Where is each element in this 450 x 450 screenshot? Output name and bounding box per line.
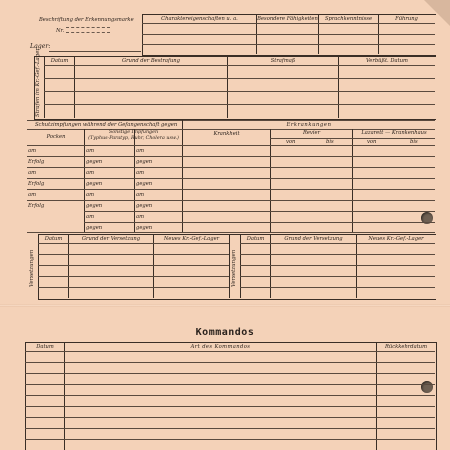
kommandos-col-date: Datum [36,344,54,350]
paper-fold [0,304,450,307]
transfers-side-label-right: Versetzungen [231,249,237,287]
smallpox-row-3: am [28,170,37,176]
col-hospital: Lazarett — Krankenhaus [361,130,427,136]
special-skills-header: Besondere Fähigkeiten [257,16,318,22]
character-traits-header: Charaktereigenschaften u. a. [161,16,238,22]
punishments-side-label: Strafen im Kr.-Gef.-Lager [35,48,41,117]
other-a-row-4: gegen [86,181,103,187]
other-b-row-1: am [136,148,145,154]
col-illness: Krankheit [213,131,240,137]
camp-label: Lager: [30,43,51,50]
smallpox-row-2: Erfolg [28,159,45,165]
transfer-col-reason-left: Grund der Versetzung [81,236,141,242]
hospital-from: von [367,139,377,145]
transfers-side-label-left: Versetzungen [29,249,35,287]
transfer-col-newcamp-left: Neues Kr.-Gef.-Lager [163,236,220,242]
col-reason: Grund der Bestrafung [122,58,180,64]
language-skills-header: Sprachkenntnisse [324,16,373,22]
transfer-col-newcamp-right: Neues Kr.-Gef.-Lager [368,236,424,242]
other-a-row-2: gegen [86,159,103,165]
col-served: Verbüßt. Datum [366,58,408,64]
sickbay-from: von [286,139,296,145]
other-a-row-6: gegen [86,203,103,209]
other-a-row-8: gegen [86,225,103,231]
conduct-header: Führung [395,16,418,22]
smallpox-row-6: Erfolg [28,203,45,209]
smallpox-row-1: am [28,148,37,154]
col-sickbay: Revier [302,130,321,136]
transfer-col-date-left: Datum [44,236,63,242]
other-b-row-5: am [136,192,145,198]
illnesses-title: Erkrankungen [286,122,332,128]
other-b-row-6: gegen [136,203,153,209]
hospital-to: bis [410,139,418,145]
col-penalty: Strafmaß [270,58,296,64]
smallpox-row-5: am [28,192,37,198]
other-b-row-4: gegen [136,181,153,187]
number-label: Nr. [56,28,65,34]
col-date: Datum [50,58,69,64]
other-b-row-7: am [136,214,145,220]
sickbay-to: bis [326,139,334,145]
other-a-row-1: am [86,148,95,154]
vaccinations-title: Schutzimpfungen während der Gefangenschaft gegen [35,122,178,128]
recognition-mark-label: Beschriftung der Erkennungsmarke [39,17,134,23]
other-a-row-3: am [86,170,95,176]
number-field [66,27,110,33]
other-b-row-8: gegen [136,225,153,231]
other-a-row-7: am [86,214,95,220]
kommandos-col-type: Art des Kommandos [190,344,251,350]
col-other-vaccinations-sub: (Typhus-Paratyp, Ruhr, Cholera usw.) [88,136,179,141]
other-a-row-5: am [86,192,95,198]
col-other-vaccinations: Sonstige Impfungen [108,130,159,135]
transfer-col-reason-right: Grund der Versetzung [284,236,343,242]
col-smallpox: Pocken [46,134,66,140]
kommandos-title: Kommandos [195,327,255,338]
kommandos-col-return: Rückkehrdatum [384,344,428,350]
other-b-row-2: gegen [136,159,153,165]
other-b-row-3: am [136,170,145,176]
transfer-col-date-right: Datum [246,236,265,242]
smallpox-row-4: Erfolg [28,181,45,187]
